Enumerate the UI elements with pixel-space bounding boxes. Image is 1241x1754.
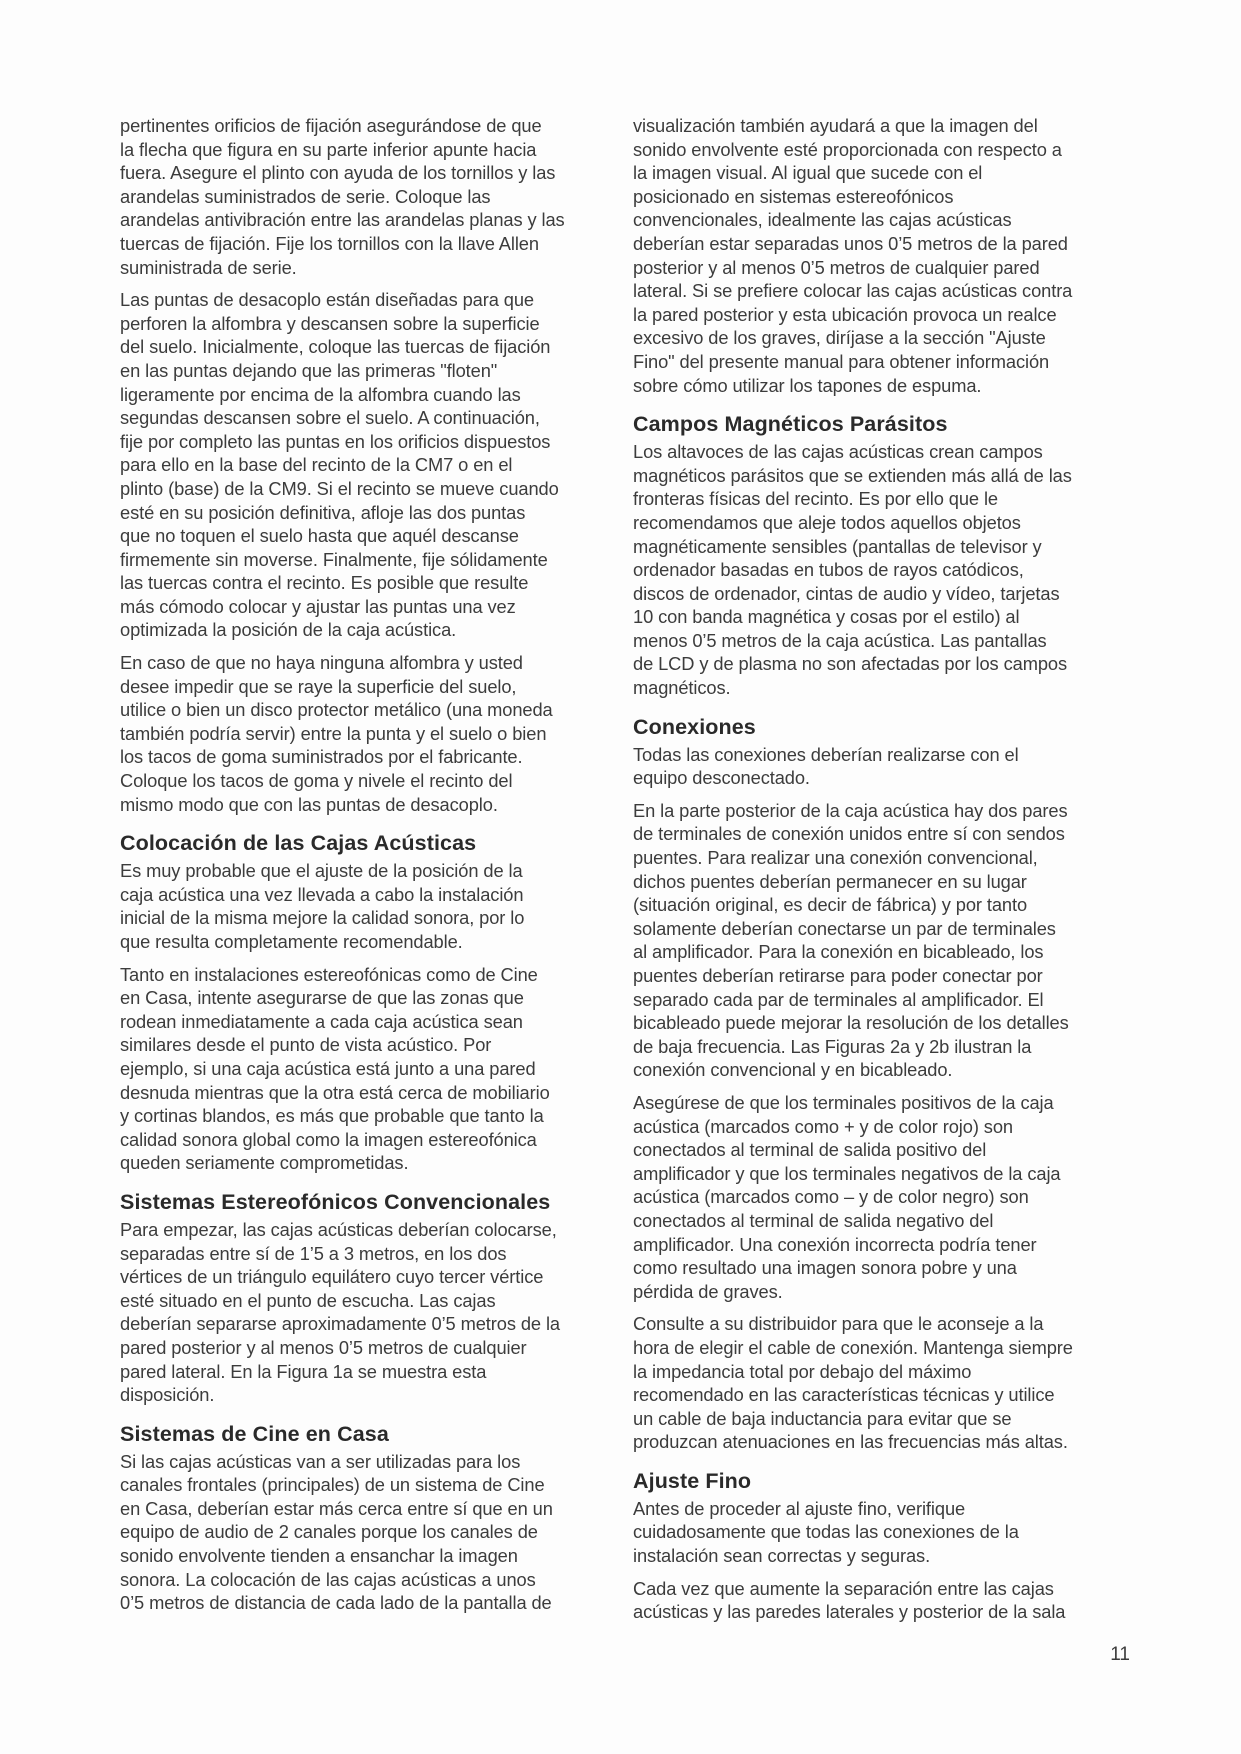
right-column <box>633 114 1129 1633</box>
paragraph: Asegúrese de que los terminales positivos de la caja acústica (marcados como + y de color rojo) son conectados al terminal de salida positivo del amplificador y que los terminales negativos de la caja acústica (marcados como – y de color negro) son conectados al terminal de salida negativo del amplificador. Una conexión incorrecta podría tener como resultado una imagen sonora pobre y una pérdida de graves. <box>633 1091 1061 1302</box>
paragraph: Cada vez que aumente la separación entre las cajas acústicas y las paredes laterales y posterior de la sala <box>633 1577 1066 1623</box>
section-heading-speaker-placement: Colocación de las Cajas Acústicas <box>120 831 477 856</box>
paragraph: Si las cajas acústicas van a ser utilizadas para los canales frontales (principales) de un sistema de Cine en Casa, deberían estar más cerca entre sí que en un equipo de audio de 2 canales porque los canales de sonido envolvente tienden a ensanchar la imagen sonora. La colocación de las cajas acústicas a unos 0’5 metros de distancia de cada lado de la pantalla de <box>120 1450 553 1614</box>
paragraph: Consulte a su distribuidor para que le aconseje a la hora de elegir el cable de conexión. Mantenga siempre la impedancia total por debajo del máximo recomendado en las características técnicas y utilice un cable de baja inductancia para evitar que se produzcan atenuaciones en las frecuencias más altas. <box>633 1313 1073 1453</box>
paragraph: Para empezar, las cajas acústicas deberían colocarse, separadas entre sí de 1’5 a 3 metros, en los dos vértices de un triángulo equilátero cuyo tercer vértice esté situado en el punto de escucha. Las cajas deberían separarse aproximadamente 0’5 metros de la pared posterior y al menos 0’5 metros de cualquier pared lateral. En la Figura 1a se muestra esta disposición. <box>120 1218 560 1406</box>
section-heading-fine-tuning: Ajuste Fino <box>633 1468 752 1493</box>
section-heading-home-cinema: Sistemas de Cine en Casa <box>120 1421 389 1446</box>
page-number: 11 <box>1110 1644 1130 1665</box>
section-heading-magnetic-fields: Campos Magnéticos Parásitos <box>633 412 948 437</box>
section-heading-stereo-systems: Sistemas Estereofónicos Convencionales <box>120 1189 551 1214</box>
paragraph: Tanto en instalaciones estereofónicas como de Cine en Casa, intente asegurarse de que las zonas que rodean inmediatamente a cada caja acústica sean similares desde el punto de vista acústico. Por ejemplo, si una caja acústica está junto a una pared desnuda mientras que la otra está cerca de mobiliario y cortinas blandos, es más que probable que tanto la calidad sonora global como la imagen estereofónica queden seriamente comprometidas. <box>120 963 550 1174</box>
paragraph: Todas las conexiones deberían realizarse con el equipo desconectado. <box>633 743 1019 789</box>
paragraph: Antes de proceder al ajuste fino, verifique cuidadosamente que todas las conexiones de la instalación sean correctas y seguras. <box>633 1497 1019 1567</box>
paragraph: Es muy probable que el ajuste de la posición de la caja acústica una vez llevada a cabo la instalación inicial de la misma mejore la calidad sonora, por lo que resulta completamente recomendable. <box>120 860 525 952</box>
paragraph: visualización también ayudará a que la imagen del sonido envolvente esté proporcionada con respecto a la imagen visual. Al igual que sucede con el posicionado en sistemas estereofónicos convencionales, idealmente las cajas acústicas deberían estar separadas unos 0’5 metros de la pared posterior y al menos 0’5 metros de cualquier pared lateral. Si se prefiere colocar las cajas acústicas contra la pared posterior y esta ubicación provoca un realce excesivo de los graves, diríjase a la sección "Ajuste Fino" del presente manual para obtener información sobre cómo utilizar los tapones de espuma. <box>633 115 1073 396</box>
paragraph: Las puntas de desacoplo están diseñadas para que perforen la alfombra y descansen sobre la superficie del suelo. Inicialmente, coloque las tuercas de fijación en las puntas dejando que las primeras "floten" ligeramente por encima de la alfombra cuando las segundas descansen sobre el suelo. A continuación, fije por completo las puntas en los orificios dispuestos para ello en la base del recinto de la CM7 o en el plinto (base) de la CM9. Si el recinto se mueve cuando esté en su posición definitiva, afloje las dos puntas que no toquen el suelo hasta que aquél descanse firmemente sin moverse. Finalmente, fije sólidamente las tuercas contra el recinto. Es posible que resulte más cómodo colocar y ajustar las puntas una vez optimizada la posición de la caja acústica. <box>120 289 559 641</box>
left-column <box>120 114 616 1624</box>
paragraph: Los altavoces de las cajas acústicas crean campos magnéticos parásitos que se extienden más allá de las fronteras físicas del recinto. Es por ello que le recomendamos que aleje todos aquellos objetos magnéticamente sensibles (pantallas de televisor y ordenador basadas en tubos de rayos catódicos, discos de ordenador, cintas de audio y vídeo, tarjetas 10 con banda magnética y cosas por el estilo) al menos 0’5 metros de la caja acústica. Las pantallas de LCD y de plasma no son afectadas por los campos magnéticos. <box>633 441 1072 699</box>
paragraph: En caso de que no haya ninguna alfombra y usted desee impedir que se raye la superficie del suelo, utilice o bien un disco protector metálico (una moneda también podría servir) entre la punta y el suelo o bien los tacos de goma suministrados por el fabricante. Coloque los tacos de goma y nivele el recinto del mismo modo que con las puntas de desacoplo. <box>120 652 553 815</box>
paragraph: pertinentes orificios de fijación asegurándose de que la flecha que figura en su parte inferior apunte hacia fuera. Asegure el plinto con ayuda de los tornillos y las arandelas suministrados de serie. Coloque las arandelas antivibración entre las arandelas planas y las tuercas de fijación. Fije los tornillos con la llave Allen suministrada de serie. <box>120 115 565 278</box>
paragraph: En la parte posterior de la caja acústica hay dos pares de terminales de conexión unidos entre sí con sendos puentes. Para realizar una conexión convencional, dichos puentes deberían permanecer en su lugar (situación original, es decir de fábrica) y por tanto solamente deberían conectarse un par de terminales al amplificador. Para la conexión en bicableado, los puentes deberían retirarse para poder conectar por separado cada par de terminales al amplificador. El bicableado puede mejorar la resolución de los detalles de baja frecuencia. Las Figuras 2a y 2b ilustran la conexión convencional y en bicableado. <box>633 799 1069 1081</box>
section-heading-connections: Conexiones <box>633 714 756 739</box>
